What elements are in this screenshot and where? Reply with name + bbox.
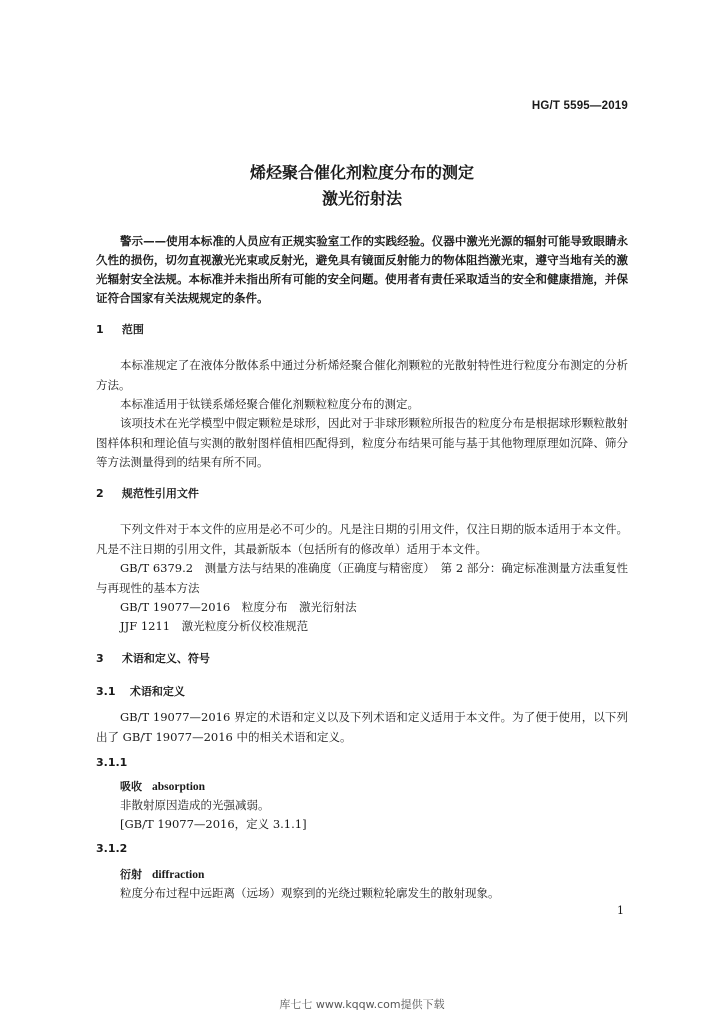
term-entry (120, 865, 204, 886)
section-title: 术语和定义、符号 (121, 652, 210, 665)
section-number: 1 (96, 323, 104, 336)
reference-item: JJF 1211 激光粒度分析仪校准规范 (120, 619, 309, 633)
term-definition: 粒度分布过程中远距离（远场）观察到的光绕过颗粒轮廓发生的散射现象。 (120, 886, 500, 900)
scope-paragraph-3: 该项技术在光学模型中假定颗粒是球形，因此对于非球形颗粒所报告的粒度分布是根据球形颗粒散射图样体积和理论值与实测的散射图样值相匹配得到，粒度分布结果可能与基于其他物理原理如沉降、筛分等方法测量得到的结果有所不同。 (96, 416, 628, 469)
standard-code: HG/T 5595—2019 (531, 100, 628, 112)
section-1-heading (96, 321, 144, 337)
page-number: 1 (617, 904, 624, 917)
subsection-number: 3.1 (96, 685, 116, 698)
section-number: 2 (96, 487, 104, 500)
subsection-title: 术语和定义 (129, 685, 185, 698)
section-number: 3 (96, 652, 104, 665)
section-3-heading (96, 650, 210, 666)
reference-item: GB/T 6379.2 测量方法与结果的准确度（正确度与精密度） 第 2 部分：确定标准测量方法重复性与再现性的基本方法 (96, 561, 628, 595)
term-en: diffraction (152, 869, 205, 881)
term-zh: 衍射 (120, 868, 142, 881)
term-definition: 非散射原因造成的光强减弱。 (120, 798, 270, 812)
section-title: 规范性引用文件 (121, 487, 199, 500)
term-en: absorption (152, 781, 206, 793)
term-entry (120, 777, 205, 798)
scope-paragraph-1: 本标准规定了在液体分散体系中通过分析烯烃聚合催化剂颗粒的光散射特性进行粒度分布测定的分析方法。 (96, 358, 628, 392)
reference-item: GB/T 19077—2016 粒度分布 激光衍射法 (120, 600, 357, 614)
document-subtitle: 激光衍射法 (321, 189, 402, 208)
terms-intro: GB/T 19077—2016 界定的术语和定义以及下列术语和定义适用于本文件。为了便于使用，以下列出了 GB/T 19077—2016 中的相关术语和定义。 (96, 710, 628, 744)
references-intro: 下列文件对于本文件的应用是必不可少的。凡是注日期的引用文件，仅注日期的版本适用于本文件。凡是不注日期的引用文件，其最新版本（包括所有的修改单）适用于本文件。 (96, 522, 628, 556)
scope-paragraph-2: 本标准适用于钛镁系烯烃聚合催化剂颗粒粒度分布的测定。 (120, 397, 419, 411)
document-title: 烯烃聚合催化剂粒度分布的测定 (249, 163, 474, 182)
download-watermark[interactable]: 库七七 www.kqqw.com提供下载 (279, 998, 445, 1011)
section-2-heading (96, 485, 199, 501)
term-number: 3.1.2 (96, 842, 128, 855)
term-number: 3.1.1 (96, 756, 128, 769)
term-source: [GB/T 19077—2016，定义 3.1.1] (120, 817, 307, 831)
term-zh: 吸收 (120, 780, 142, 793)
subsection-3-1-heading (96, 683, 185, 699)
warning-paragraph: 警示——使用本标准的人员应有正规实验室工作的实践经验。仪器中激光光源的辐射可能导致眼睛永久性的损伤，切勿直视激光光束或反射光，避免具有镜面反射能力的物体阻挡激光束，遵守当地有关的激光辐射安全法规。本标准并未指出所有可能的安全问题。使用者有责任采取适当的安全和健康措施，并保证符合国家有关法规规定的条件。 (96, 234, 628, 305)
section-title: 范围 (121, 323, 144, 336)
